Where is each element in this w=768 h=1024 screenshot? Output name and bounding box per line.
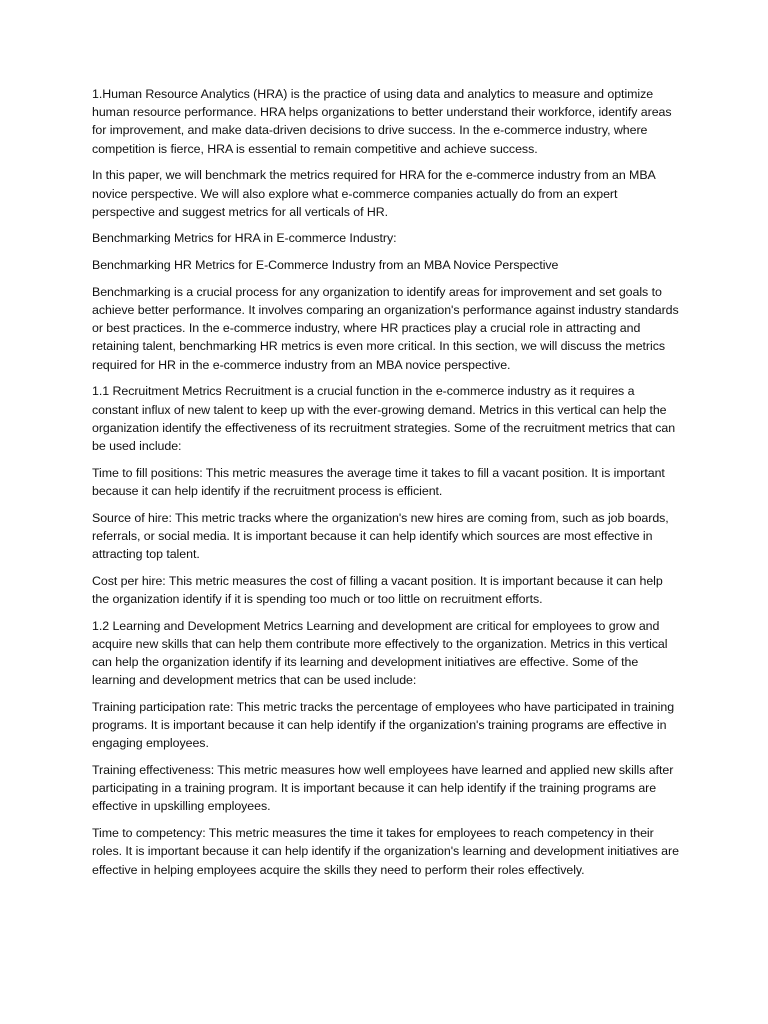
paragraph-time-to-competency: Time to competency: This metric measures the time it takes for employees to reach competency in their roles. It is important because it can help identify if the organization's learning and development initiatives are effective in helping employees acquire the skills they need to perform their roles effectively. (92, 826, 679, 877)
heading-benchmarking-metrics: Benchmarking Metrics for HRA in E-commerce Industry: (92, 231, 397, 246)
paragraph-learning-development: 1.2 Learning and Development Metrics Learning and development are critical for employees to grow and acquire new skills that can help them contribute more effectively to the organization. Metrics in this vertical can help the organization identify if its learning and development initiatives are effective. Some of the learning and development metrics that can be used include: (92, 618, 668, 688)
paragraph-paper-scope: In this paper, we will benchmark the metrics required for HRA for the e-commerce industry from an MBA novice perspective. We will also explore what e-commerce companies actually do from an expert perspective and suggest metrics for all verticals of HR. (92, 168, 656, 219)
paragraph-training-effectiveness: Training effectiveness: This metric measures how well employees have learned and applied new skills after participating in a training program. It is important because it can help identify if the training programs are effective in upskilling employees. (92, 763, 674, 814)
paragraph-benchmarking: Benchmarking is a crucial process for any organization to identify areas for improvement and set goals to achieve better performance. It involves comparing an organization's performance against industry standards or best practices. In the e-commerce industry, where HR practices play a crucial role in attracting and retaining talent, benchmarking HR metrics is even more critical. In this section, we will discuss the metrics required for HR in the e-commerce industry from an MBA novice perspective. (92, 284, 679, 372)
heading-benchmarking-hr-metrics: Benchmarking HR Metrics for E-Commerce Industry from an MBA Novice Perspective (92, 258, 559, 273)
paragraph-hra-intro: 1.Human Resource Analytics (HRA) is the practice of using data and analytics to measure and optimize human resource performance. HRA helps organizations to better understand their workforce, identify areas for improvement, and make data-driven decisions to drive success. In the e-commerce industry, where competition is fierce, HRA is essential to remain competitive and achieve success. (92, 87, 672, 156)
paragraph-cost-per-hire: Cost per hire: This metric measures the cost of filling a vacant position. It is important because it can help the organization identify if it is spending too much or too little on recruitment efforts. (92, 573, 663, 606)
paragraph-training-participation: Training participation rate: This metric tracks the percentage of employees who have participated in training programs. It is important because it can help identify if the organization's training programs are effective in engaging employees. (92, 699, 675, 751)
document-page (92, 85, 682, 887)
paragraph-source-of-hire: Source of hire: This metric tracks where the organization's new hires are coming from, such as job boards, referrals, or social media. It is important because it can help identify which sources are most effective in attracting top talent. (92, 510, 669, 561)
paragraph-time-to-fill: Time to fill positions: This metric measures the average time it takes to fill a vacant position. It is important because it can help identify if the recruitment process is efficient. (92, 465, 665, 498)
paragraph-recruitment-metrics: 1.1 Recruitment Metrics Recruitment is a crucial function in the e-commerce industry as it requires a constant influx of new talent to keep up with the ever-growing demand. Metrics in this vertical can help the organization identify the effectiveness of its recruitment strategies. Some of the recruitment metrics that can be used include: (92, 384, 676, 453)
